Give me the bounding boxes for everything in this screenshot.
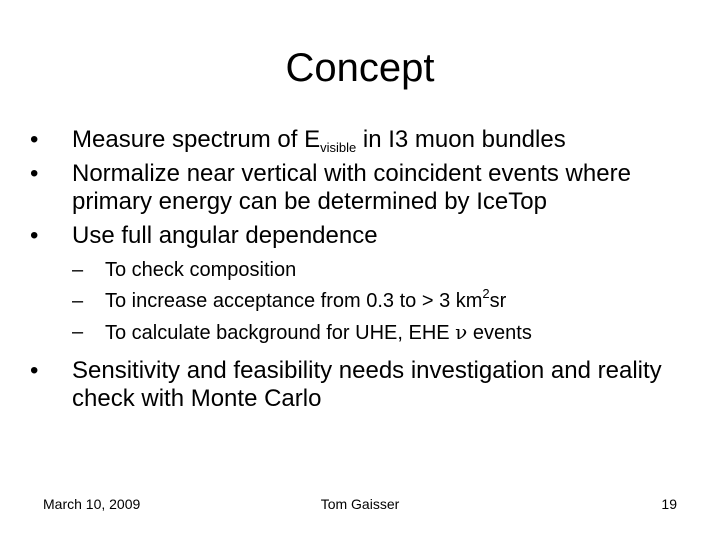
footer-author: Tom Gaisser bbox=[320, 496, 400, 512]
bullet-text-suffix: in I3 muon bundles bbox=[356, 126, 566, 153]
sub-bullet-text-suffix: events bbox=[467, 322, 532, 344]
superscript-2: 2 bbox=[482, 286, 490, 301]
slide-title: Concept bbox=[285, 46, 435, 90]
slide-body bbox=[30, 126, 700, 419]
bullet-glyph: • bbox=[30, 222, 39, 249]
bullet-item bbox=[30, 222, 700, 250]
subscript-visible: visible bbox=[320, 140, 357, 155]
sub-bullet-text-prefix: To calculate background for UHE, EHE bbox=[105, 322, 456, 344]
bullet-text: Normalize near vertical with coincident events where primary energy can be determined by IceTop bbox=[72, 160, 631, 215]
dash-glyph: – bbox=[72, 321, 84, 343]
sub-bullet-item bbox=[30, 286, 700, 313]
bullet-text: Sensitivity and feasibility needs investigation and reality check with Monte Carlo bbox=[72, 357, 662, 412]
bullet-glyph: • bbox=[30, 160, 39, 187]
bullet-item bbox=[30, 126, 700, 154]
bullet-glyph: • bbox=[30, 126, 39, 153]
sub-bullet-text-prefix: To increase acceptance from 0.3 to > 3 km bbox=[105, 290, 483, 312]
bullet-text: Use full angular dependence bbox=[72, 222, 378, 249]
bullet-item bbox=[30, 357, 700, 413]
footer-page-number: 19 bbox=[661, 496, 677, 512]
bullet-glyph: • bbox=[30, 357, 39, 384]
bullet-item bbox=[30, 160, 700, 216]
sub-bullet-item bbox=[30, 320, 700, 345]
bullet-text-prefix: Measure spectrum of E bbox=[72, 126, 321, 153]
footer-date: March 10, 2009 bbox=[43, 496, 141, 512]
dash-glyph: – bbox=[72, 259, 84, 281]
sub-bullet-text: To check composition bbox=[105, 259, 297, 281]
dash-glyph: – bbox=[72, 290, 84, 312]
sub-bullet-text-suffix: sr bbox=[489, 290, 507, 312]
nu-symbol: ν bbox=[455, 320, 468, 344]
sub-bullet-item bbox=[30, 258, 700, 282]
